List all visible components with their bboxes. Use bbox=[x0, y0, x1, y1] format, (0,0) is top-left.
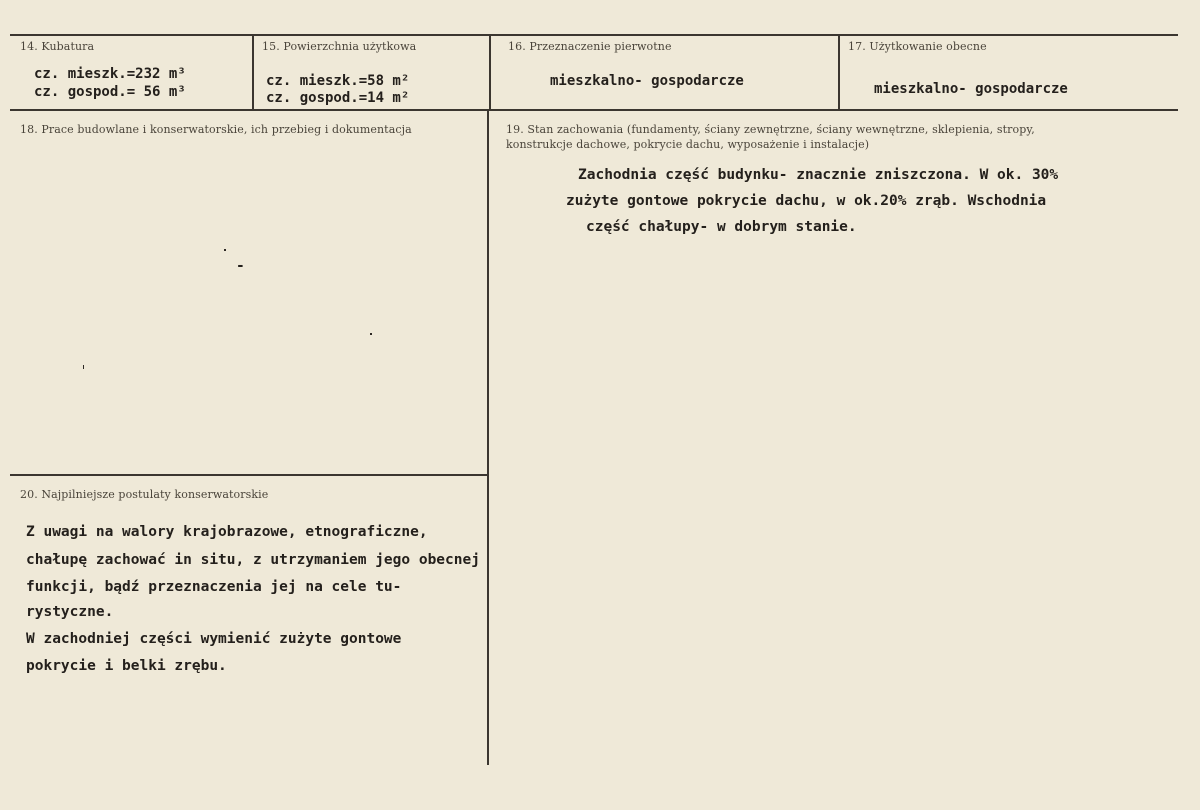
field-15-label: 15. Powierzchnia użytkowa bbox=[262, 40, 417, 53]
field-17-value: mieszkalno- gospodarcze bbox=[874, 81, 1068, 97]
top-border bbox=[10, 34, 1178, 36]
field-14-line2: cz. gospod.= 56 m³ bbox=[34, 84, 186, 100]
field-15-line1: cz. mieszk.=58 m² bbox=[266, 73, 410, 89]
field-18-label: 18. Prace budowlane i konserwatorskie, ich przebieg i dokumentacja bbox=[20, 123, 412, 136]
field-19-label-line2: konstrukcje dachowe, pokrycie dachu, wyposażenie i instalacje) bbox=[506, 138, 870, 151]
field-20-line: chałupę zachować in situ, z utrzymaniem jego obecnej bbox=[26, 552, 480, 568]
field-20-line: funkcji, bądź przeznaczenia jej na cele tu- bbox=[26, 579, 402, 595]
field-20-line: rystyczne. bbox=[26, 604, 114, 620]
field-18-value: - bbox=[236, 258, 245, 274]
field-20-line: W zachodniej części wymienić zużyte gontowe bbox=[26, 631, 402, 647]
divider-15-16 bbox=[489, 34, 491, 110]
field-20-line: Z uwagi na walory krajobrazowe, etnograficzne, bbox=[26, 524, 428, 540]
field-16-label: 16. Przeznaczenie pierwotne bbox=[508, 40, 672, 53]
field-17-label: 17. Użytkowanie obecne bbox=[848, 40, 987, 53]
field-19-line: część chałupy- w dobrym stanie. bbox=[586, 219, 857, 235]
field-14-line1: cz. mieszk.=232 m³ bbox=[34, 66, 186, 82]
scan-speck bbox=[224, 249, 226, 251]
field-19-line: zużyte gontowe pokrycie dachu, w ok.20% zrąb. Wschodnia bbox=[566, 193, 1047, 209]
field-14-label: 14. Kubatura bbox=[20, 40, 95, 53]
field-19-line: Zachodnia część budynku- znacznie zniszczona. W ok. 30% bbox=[578, 167, 1059, 183]
divider-16-17 bbox=[838, 34, 840, 110]
scan-speck bbox=[83, 365, 84, 369]
divider-14-15 bbox=[252, 34, 254, 110]
field-20-line: pokrycie i belki zrębu. bbox=[26, 658, 227, 674]
divider-left-right bbox=[487, 109, 489, 765]
field-16-value: mieszkalno- gospodarcze bbox=[550, 73, 744, 89]
scan-speck bbox=[370, 333, 372, 335]
field-19-label-line1: 19. Stan zachowania (fundamenty, ściany zewnętrzne, ściany wewnętrzne, sklepienia, stropy, bbox=[506, 123, 1035, 136]
field-15-line2: cz. gospod.=14 m² bbox=[266, 90, 410, 106]
divider-18-20 bbox=[10, 474, 488, 476]
field-20-label: 20. Najpilniejsze postulaty konserwatorskie bbox=[20, 488, 269, 501]
row1-bottom-border bbox=[10, 109, 1178, 111]
